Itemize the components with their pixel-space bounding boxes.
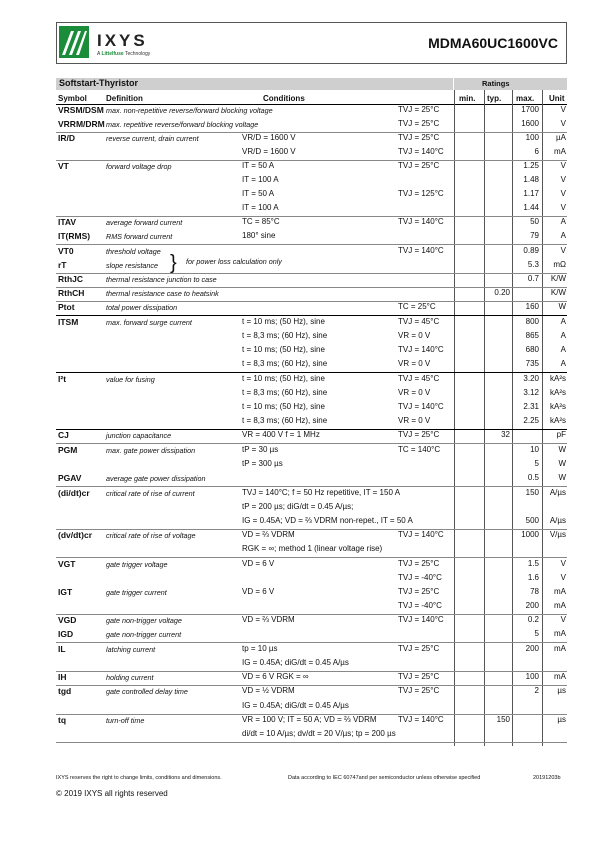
row-unit: V: [560, 175, 566, 184]
row-max-value: 100: [525, 672, 539, 681]
row-unit: A: [560, 331, 566, 340]
row-unit: A/µs: [549, 516, 566, 525]
row-divider: [56, 273, 567, 274]
row-condition: VD = ⅔ VDRM: [242, 530, 295, 539]
row-max-value: 1.48: [523, 175, 539, 184]
row-definition: average gate power dissipation: [106, 474, 206, 483]
row-symbol: VRRM/DRM: [58, 119, 105, 129]
col-divider: [484, 90, 485, 746]
row-condition-temp: TC = 25°C: [398, 302, 436, 311]
row-condition: tp = 10 µs: [242, 644, 278, 653]
row-condition-temp: TVJ = 25°C: [398, 587, 440, 596]
row-max-value: 78: [530, 587, 539, 596]
row-condition: t = 8,3 ms; (60 Hz), sine: [242, 416, 328, 425]
row-unit: µs: [557, 715, 566, 724]
row-max-value: 1600: [521, 119, 539, 128]
row-divider: [56, 614, 567, 615]
row-definition: max. forward surge current: [106, 318, 192, 327]
row-max-value: 200: [525, 601, 539, 610]
row-symbol: CJ: [58, 430, 69, 440]
row-condition-temp: VR = 0 V: [398, 388, 431, 397]
row-condition-temp: TVJ = 140°C: [398, 615, 444, 624]
row-symbol: ITAV: [58, 217, 77, 227]
row-max-value: 2.31: [523, 402, 539, 411]
row-condition: t = 8,3 ms; (60 Hz), sine: [242, 388, 328, 397]
row-unit: mA: [554, 672, 566, 681]
row-divider: [56, 216, 567, 217]
row-unit: V: [560, 615, 566, 624]
row-definition: critical rate of rise of current: [106, 489, 195, 498]
row-unit: mA: [554, 587, 566, 596]
row-condition: VR = 400 V f = 1 MHz: [242, 430, 320, 439]
row-condition-temp: TVJ = 140°C: [398, 217, 444, 226]
row-unit: kA²s: [550, 402, 566, 411]
row-condition-temp: TVJ = 140°C: [398, 345, 444, 354]
row-symbol: PGAV: [58, 473, 82, 483]
row-unit: mA: [554, 147, 566, 156]
row-symbol: (dv/dt)cr: [58, 530, 92, 540]
row-condition-temp: TVJ = 25°C: [398, 133, 440, 142]
row-unit: mA: [554, 644, 566, 653]
row-divider: [56, 132, 567, 133]
ratings-label: Ratings: [482, 79, 510, 88]
row-max-value: 200: [525, 644, 539, 653]
row-unit: V: [560, 559, 566, 568]
row-definition: average forward current: [106, 218, 183, 227]
col-typ: typ.: [487, 94, 502, 103]
row-condition: TC = 85°C: [242, 217, 280, 226]
row-unit: A: [560, 231, 566, 240]
row-condition: RGK = ∞; method 1 (linear voltage rise): [242, 544, 383, 553]
row-symbol: IT(RMS): [58, 231, 91, 241]
row-unit: mΩ: [553, 260, 566, 269]
col-conditions: Conditions: [263, 94, 305, 103]
row-definition: max. non-repetitive reverse/forward blocking voltage: [106, 106, 273, 115]
row-symbol: tgd: [58, 686, 72, 696]
row-condition: VD = 6 V: [242, 587, 275, 596]
row-divider: [56, 372, 567, 373]
row-condition-temp: TVJ = 140°C: [398, 715, 444, 724]
row-condition: IG = 0.45A; VD = ⅔ VDRM non-repet., IT = 50 A: [242, 516, 413, 525]
row-definition: gate non-trigger voltage: [106, 616, 182, 625]
row-definition: max. repetitive reverse/forward blocking voltage: [106, 120, 259, 129]
row-condition: IG = 0.45A; diG/dt = 0.45 A/µs: [242, 701, 349, 710]
row-definition: gate controlled delay time: [106, 687, 188, 696]
row-max-value: 680: [525, 345, 539, 354]
row-unit: mA: [554, 601, 566, 610]
row-max-value: 160: [525, 302, 539, 311]
row-max-value: 1.25: [523, 161, 539, 170]
row-max-value: 865: [525, 331, 539, 340]
row-typ-value: 32: [501, 430, 510, 439]
row-max-value: 6: [534, 147, 539, 156]
col-max: max.: [516, 94, 535, 103]
row-max-value: 79: [530, 231, 539, 240]
row-symbol: tq: [58, 715, 67, 725]
row-condition-temp: TVJ = 140°C: [398, 147, 444, 156]
row-max-value: 0.7: [527, 274, 539, 283]
row-unit: W: [558, 445, 566, 454]
row-divider: [56, 742, 567, 743]
row-condition: t = 8,3 ms; (60 Hz), sine: [242, 359, 328, 368]
row-condition: TVJ = 140°C; f = 50 Hz repetitive, IT = 150 A: [242, 488, 401, 497]
row-unit: kA²s: [550, 388, 566, 397]
row-unit: V: [560, 105, 566, 114]
row-unit: mA: [554, 629, 566, 638]
footer-standard: Data according to IEC 60747and per semiconductor unless otherwise specified: [288, 775, 481, 781]
row-divider: [56, 315, 567, 316]
brand-name: IXYS: [97, 31, 148, 50]
row-condition: IT = 100 A: [242, 203, 279, 212]
row-condition: VD = ⅔ VDRM: [242, 615, 295, 624]
row-unit: pF: [556, 430, 566, 439]
row-condition-temp: TVJ = 45°C: [398, 317, 440, 326]
row-condition: tP = 200 µs; diG/dt = 0.45 A/µs;: [242, 502, 354, 511]
row-definition: value for fusing: [106, 375, 155, 384]
row-max-value: 1.5: [527, 559, 539, 568]
row-unit: V: [560, 203, 566, 212]
row-unit: µs: [557, 686, 566, 695]
row-unit: K/W: [550, 274, 566, 283]
row-condition-temp: TVJ = 25°C: [398, 119, 440, 128]
row-unit: W: [558, 473, 566, 482]
row-symbol: RthCH: [58, 288, 85, 298]
row-symbol: (di/dt)cr: [58, 488, 90, 498]
row-symbol: PGM: [58, 445, 78, 455]
row-condition: t = 10 ms; (50 Hz), sine: [242, 317, 325, 326]
row-condition-temp: TVJ = 25°C: [398, 105, 440, 114]
row-condition-temp: TVJ = 25°C: [398, 161, 440, 170]
row-typ-value: 150: [496, 715, 510, 724]
row-condition-temp: TVJ = 25°C: [398, 644, 440, 653]
row-max-value: 1.6: [527, 573, 539, 582]
row-unit: K/W: [550, 288, 566, 297]
row-condition-temp: TVJ = 125°C: [398, 189, 444, 198]
row-definition: latching current: [106, 645, 156, 654]
row-condition: tP = 30 µs: [242, 445, 279, 454]
row-definition: gate trigger voltage: [106, 560, 168, 569]
row-definition: junction capacitance: [106, 431, 172, 440]
page-header: [56, 22, 567, 64]
row-unit: V: [560, 189, 566, 198]
row-definition: thermal resistance case to heatsink: [106, 289, 219, 298]
row-symbol: I²t: [58, 374, 67, 384]
row-symbol: IR/D: [58, 133, 75, 143]
row-condition: t = 10 ms; (50 Hz), sine: [242, 374, 325, 383]
row-condition: tP = 300 µs: [242, 459, 283, 468]
row-condition: VD = 6 V RGK = ∞: [242, 672, 309, 681]
row-definition: thermal resistance junction to case: [106, 275, 217, 284]
row-definition: holding current: [106, 673, 154, 682]
row-condition-temp: TVJ = 25°C: [398, 686, 440, 695]
row-unit: A: [560, 359, 566, 368]
row-definition: total power dissipation: [106, 303, 178, 312]
row-max-value: 5: [534, 459, 539, 468]
row-unit: V/µs: [549, 530, 566, 539]
row-max-value: 10: [530, 445, 539, 454]
row-symbol: RthJC: [58, 274, 84, 284]
row-max-value: 3.12: [523, 388, 539, 397]
row-unit: W: [558, 302, 566, 311]
row-max-value: 2.25: [523, 416, 539, 425]
row-definition: gate trigger current: [106, 588, 167, 597]
row-max-value: 500: [525, 516, 539, 525]
row-max-value: 50: [530, 217, 539, 226]
row-condition: IG = 0.45A; diG/dt = 0.45 A/µs: [242, 658, 349, 667]
row-condition: VD = ½ VDRM: [242, 686, 295, 695]
row-condition-temp: VR = 0 V: [398, 331, 431, 340]
row-max-value: 2: [534, 686, 539, 695]
row-max-value: 1.44: [523, 203, 539, 212]
row-condition-temp: TVJ = 45°C: [398, 374, 440, 383]
row-divider: [56, 244, 567, 245]
row-divider: [56, 529, 567, 530]
row-unit: V: [560, 119, 566, 128]
footer-disclaimer: IXYS reserves the right to change limits, conditions and dimensions.: [56, 775, 222, 781]
row-unit: W: [558, 459, 566, 468]
row-definition: RMS forward current: [106, 232, 173, 241]
row-max-value: 5: [534, 629, 539, 638]
row-divider: [56, 685, 567, 686]
row-symbol: IGT: [58, 587, 73, 597]
brand-subtitle: A Littelfuse Technology: [97, 51, 151, 57]
row-condition-temp: TVJ = 25°C: [398, 672, 440, 681]
row-symbol: VT: [58, 161, 69, 171]
row-divider: [56, 671, 567, 672]
row-condition-temp: TVJ = -40°C: [398, 573, 442, 582]
row-symbol: Ptot: [58, 302, 75, 312]
row-symbol: VT0: [58, 246, 74, 256]
row-symbol: IH: [58, 672, 67, 682]
row-max-value: 150: [525, 488, 539, 497]
row-symbol: VRSM/DSM: [58, 105, 104, 115]
row-unit: kA²s: [550, 374, 566, 383]
row-condition-temp: TVJ = -40°C: [398, 601, 442, 610]
footer-revision: 20191203b: [533, 775, 561, 781]
section-divider: [453, 78, 454, 90]
col-divider: [454, 90, 455, 746]
row-max-value: 1.17: [523, 189, 539, 198]
brace-icon: }: [170, 252, 177, 274]
row-divider: [56, 301, 567, 302]
row-condition-temp: TVJ = 25°C: [398, 559, 440, 568]
row-condition: t = 10 ms; (50 Hz), sine: [242, 345, 325, 354]
col-min: min.: [459, 94, 476, 103]
row-condition-temp: TC = 140°C: [398, 445, 441, 454]
row-symbol: VGT: [58, 559, 76, 569]
col-symbol: Symbol: [58, 94, 87, 103]
row-definition: gate non-trigger current: [106, 630, 182, 639]
row-divider: [56, 443, 567, 444]
section-header: [56, 78, 567, 90]
row-symbol: IGD: [58, 629, 74, 639]
row-condition: IT = 50 A: [242, 189, 275, 198]
row-condition: di/dt = 10 A/µs; dv/dt = 20 V/µs; tp = 200 µs: [242, 729, 396, 738]
header-rule: [56, 104, 567, 105]
row-definition: reverse current, drain current: [106, 134, 199, 143]
row-unit: A/µs: [549, 488, 566, 497]
row-max-value: 800: [525, 317, 539, 326]
brace-note: for power loss calculation only: [186, 257, 282, 266]
row-max-value: 100: [525, 133, 539, 142]
row-definition: slope resistance: [106, 261, 158, 270]
section-title: Softstart-Thyristor: [59, 78, 139, 88]
row-condition: VR/D = 1600 V: [242, 133, 296, 142]
row-symbol: ITSM: [58, 317, 79, 327]
row-condition: 180° sine: [242, 231, 276, 240]
row-symbol: IL: [58, 644, 66, 654]
row-definition: forward voltage drop: [106, 162, 172, 171]
row-max-value: 0.2: [527, 615, 539, 624]
row-definition: critical rate of rise of voltage: [106, 531, 196, 540]
row-unit: A: [560, 217, 566, 226]
row-max-value: 1700: [521, 105, 539, 114]
row-symbol: rT: [58, 260, 67, 270]
row-max-value: 5.3: [527, 260, 539, 269]
row-condition: VR/D = 1600 V: [242, 147, 296, 156]
row-condition-temp: VR = 0 V: [398, 359, 431, 368]
row-divider: [56, 486, 567, 487]
col-definition: Definition: [106, 94, 143, 103]
row-max-value: 0.89: [523, 246, 539, 255]
row-unit: kA²s: [550, 416, 566, 425]
row-unit: µA: [556, 133, 566, 142]
row-divider: [56, 557, 567, 558]
row-definition: max. gate power dissipation: [106, 446, 196, 455]
row-typ-value: 0.20: [494, 288, 510, 297]
row-unit: V: [560, 246, 566, 255]
row-condition-temp: TVJ = 140°C: [398, 246, 444, 255]
row-symbol: VGD: [58, 615, 77, 625]
col-unit: Unit: [549, 94, 565, 103]
row-condition: VR = 100 V; IT = 50 A; VD = ⅔ VDRM: [242, 715, 377, 724]
row-max-value: 3.20: [523, 374, 539, 383]
row-divider: [56, 160, 567, 161]
row-unit: V: [560, 161, 566, 170]
row-unit: A: [560, 345, 566, 354]
row-condition: IT = 50 A: [242, 161, 275, 170]
part-number: MDMA60UC1600VC: [428, 35, 558, 51]
ixys-logo-icon: [59, 26, 89, 58]
row-condition: IT = 100 A: [242, 175, 279, 184]
row-definition: turn-off time: [106, 716, 145, 725]
copyright: © 2019 IXYS all rights reserved: [56, 789, 168, 798]
row-condition-temp: TVJ = 140°C: [398, 530, 444, 539]
row-condition-temp: TVJ = 25°C: [398, 430, 440, 439]
row-max-value: 0.5: [527, 473, 539, 482]
row-divider: [56, 642, 567, 643]
row-max-value: 735: [525, 359, 539, 368]
row-condition-temp: VR = 0 V: [398, 416, 431, 425]
row-definition: threshold voltage: [106, 247, 161, 256]
row-condition: t = 8,3 ms; (60 Hz), sine: [242, 331, 328, 340]
row-condition: t = 10 ms; (50 Hz), sine: [242, 402, 325, 411]
row-condition: VD = 6 V: [242, 559, 275, 568]
row-unit: V: [560, 573, 566, 582]
row-max-value: 1000: [521, 530, 539, 539]
row-condition-temp: TVJ = 140°C: [398, 402, 444, 411]
row-unit: A: [560, 317, 566, 326]
